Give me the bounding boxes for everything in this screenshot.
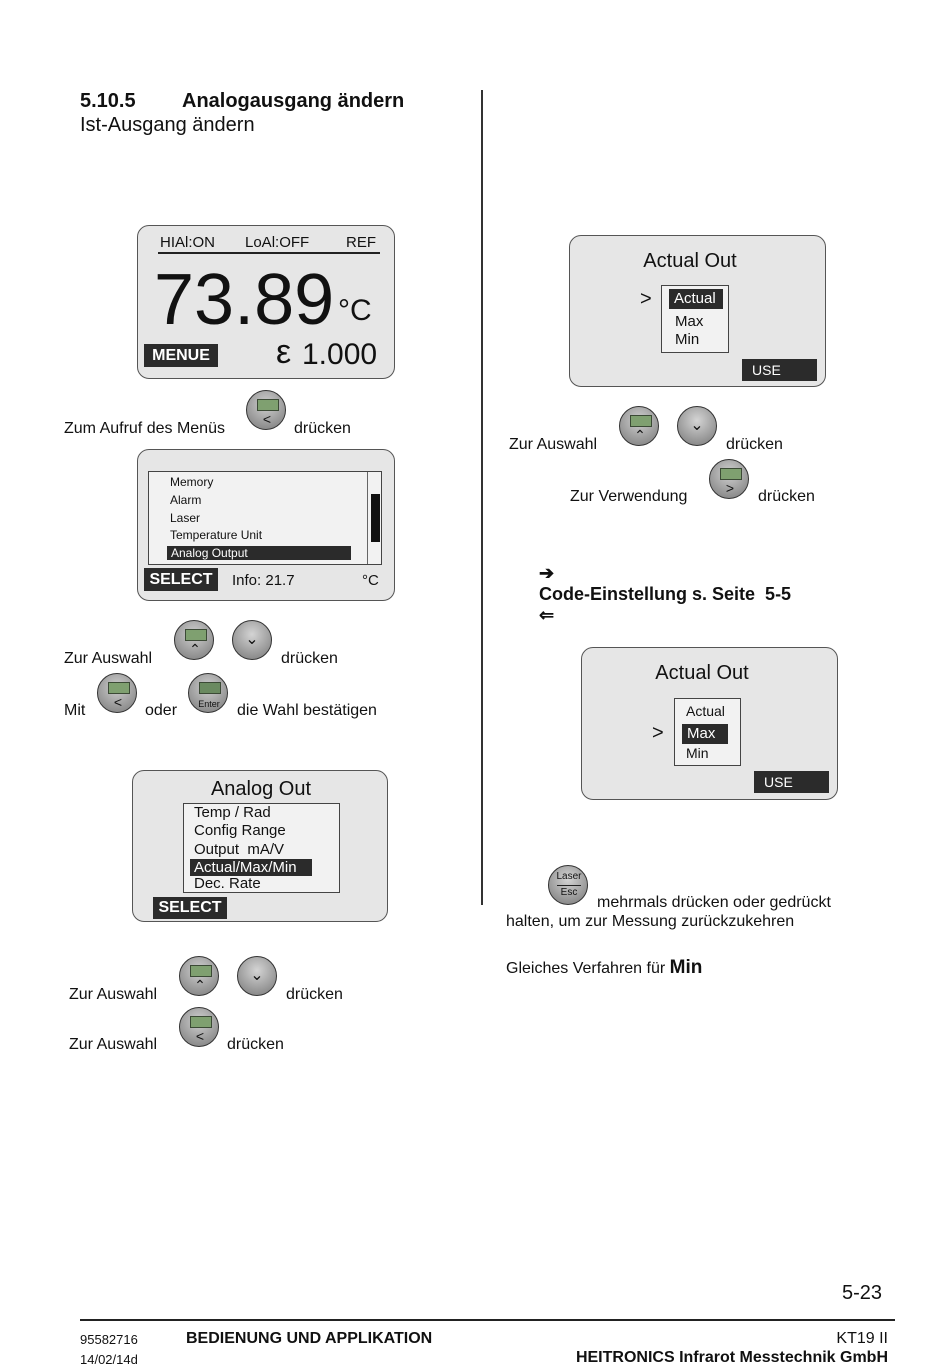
menu-item-laser[interactable]: Laser [170, 511, 201, 525]
same-procedure-bold: Min [669, 957, 703, 978]
step-confirm-after: die Wahl bestätigen [237, 702, 377, 719]
key-led [720, 468, 742, 480]
menu-info-unit: °C [362, 572, 379, 589]
laser-key-label: Laser [556, 871, 582, 882]
analog-out-item-temp-rad[interactable]: Temp / Rad [194, 804, 271, 821]
actual-out-title: Actual Out [643, 250, 737, 272]
key-led [108, 682, 130, 694]
footer-company: HEITRONICS Infrarot Messtechnik GmbH [575, 1349, 888, 1366]
step-use-text: Zur Verwendung [570, 488, 688, 505]
code-note-text: Code-Einstellung s. Seite 5-5 [539, 584, 792, 604]
menu-item-analog-output[interactable]: Analog Output [167, 546, 351, 560]
actual-out-item-actual[interactable]: Actual [669, 289, 723, 309]
left-arrow-key[interactable] [179, 1007, 219, 1047]
menue-softkey-label: MENUE [144, 344, 218, 367]
chevron-left-icon: < [113, 694, 123, 710]
enter-key[interactable] [188, 673, 228, 713]
section-number: 5.10.5 [80, 90, 136, 112]
esc-key-label: Esc [560, 887, 578, 898]
chevron-down-icon: ⌄ [690, 417, 704, 434]
actual-out-list-box [674, 698, 741, 766]
down-arrow-key[interactable] [237, 956, 277, 996]
temperature-value: 73.89 [154, 260, 335, 340]
menu-screen [137, 449, 395, 601]
epsilon-symbol: ε [276, 333, 292, 371]
actual-out-list-box [661, 285, 729, 353]
step-menu-call-text: Zum Aufruf des Menüs [64, 420, 225, 437]
arrow-right-icon: ➔ [539, 563, 555, 583]
actual-out-screen-2 [581, 647, 838, 800]
chevron-up-icon: ⌃ [194, 977, 206, 993]
step-select-3-after: drücken [227, 1036, 284, 1053]
key-led [199, 682, 221, 694]
down-arrow-key[interactable] [677, 406, 717, 446]
ref-status: REF [346, 234, 376, 251]
footer-doc-number: 95582716 [80, 1332, 138, 1347]
selection-cursor: > [640, 288, 652, 310]
main-display-screen [137, 225, 395, 379]
enter-key-label: Enter [198, 699, 220, 709]
analog-out-screen [132, 770, 388, 922]
actual-out-title: Actual Out [655, 662, 749, 684]
menu-list-box [148, 471, 382, 565]
actual-out-item-min[interactable]: Min [675, 331, 700, 348]
page-number: 5-23 [842, 1282, 883, 1304]
menu-scrollbar-track[interactable] [367, 472, 368, 564]
menu-item-memory[interactable]: Memory [170, 475, 214, 489]
key-led [190, 1016, 212, 1028]
selection-cursor: > [652, 722, 664, 744]
down-arrow-key[interactable] [232, 620, 272, 660]
footer-model: KT19 II [836, 1330, 888, 1347]
laser-esc-key[interactable] [548, 865, 588, 905]
emissivity-value: 1.000 [302, 338, 378, 371]
arrow-left-icon: ⇐ [539, 605, 555, 625]
code-note [529, 542, 791, 626]
step-confirm-mit: Mit [64, 702, 86, 719]
chevron-right-icon: > [725, 480, 735, 496]
key-led [257, 399, 279, 411]
key-divider [557, 885, 581, 886]
actual-out-item-actual[interactable]: Actual [686, 703, 725, 719]
key-led [190, 965, 212, 977]
left-arrow-key[interactable] [97, 673, 137, 713]
analog-out-item-config-range[interactable]: Config Range [194, 822, 286, 839]
actual-out-item-min[interactable]: Min [686, 745, 709, 761]
menu-info: Info: 21.7 [232, 572, 295, 589]
chevron-up-icon: ⌃ [189, 641, 201, 657]
step-menu-call-after: drücken [294, 420, 351, 437]
column-divider [481, 90, 483, 905]
section-title: Analogausgang ändern [182, 90, 405, 112]
analog-out-list-box [183, 803, 340, 893]
use-softkey-label: USE [742, 359, 817, 381]
step-select-4-after: drücken [726, 436, 783, 453]
section-subtitle: Ist-Ausgang ändern [80, 114, 255, 136]
analog-out-item-dec-rate[interactable]: Dec. Rate [194, 875, 261, 892]
loal-status: LoAl:OFF [245, 234, 310, 251]
step-use-after: drücken [758, 488, 815, 505]
menu-item-alarm[interactable]: Alarm [170, 493, 202, 507]
step-confirm-oder: oder [145, 702, 178, 719]
temperature-unit: °C [338, 294, 372, 327]
chevron-left-icon: < [195, 1028, 205, 1044]
analog-out-item-output[interactable]: Output mA/V [194, 841, 285, 858]
same-procedure-text: Gleiches Verfahren für [506, 960, 666, 977]
analog-out-item-actual-max-min[interactable]: Actual/Max/Min [190, 859, 312, 876]
footer-section: BEDIENUNG UND APPLIKATION [186, 1330, 433, 1347]
chevron-down-icon: ⌄ [250, 967, 264, 984]
step-select-4-text: Zur Auswahl [509, 436, 598, 453]
same-procedure [506, 957, 702, 979]
up-arrow-key[interactable] [619, 406, 659, 446]
up-arrow-key[interactable] [174, 620, 214, 660]
chevron-up-icon: ⌃ [634, 427, 646, 443]
menu-item-temperature-unit[interactable]: Temperature Unit [170, 528, 263, 542]
step-select-2-after: drücken [286, 986, 343, 1003]
actual-out-item-max[interactable]: Max [682, 724, 728, 744]
chevron-down-icon: ⌄ [245, 631, 259, 648]
footer-rule [80, 1319, 895, 1321]
key-led [185, 629, 207, 641]
step-select-1-text: Zur Auswahl [64, 650, 153, 667]
use-softkey-label: USE [754, 771, 829, 793]
step-select-3-text: Zur Auswahl [69, 1036, 158, 1053]
select-softkey-label: SELECT [153, 897, 227, 919]
status-underline [158, 252, 380, 254]
actual-out-screen-1 [569, 235, 826, 387]
up-arrow-key[interactable] [179, 956, 219, 996]
laser-esc-text-1: mehrmals drücken oder gedrückt [597, 894, 831, 911]
select-softkey-label: SELECT [144, 568, 218, 591]
laser-esc-text-2: halten, um zur Messung zurückzukehren [506, 913, 795, 930]
chevron-left-icon: < [262, 411, 272, 427]
left-arrow-key[interactable] [246, 390, 286, 430]
hial-status: HIAl:ON [160, 234, 216, 251]
step-select-1-after: drücken [281, 650, 338, 667]
footer-date: 14/02/14d [80, 1352, 138, 1367]
analog-out-title: Analog Out [210, 778, 312, 800]
key-led [630, 415, 652, 427]
menu-scrollbar-thumb[interactable] [371, 494, 380, 542]
right-arrow-key[interactable] [709, 459, 749, 499]
actual-out-item-max[interactable]: Max [675, 313, 704, 330]
step-select-2-text: Zur Auswahl [69, 986, 158, 1003]
